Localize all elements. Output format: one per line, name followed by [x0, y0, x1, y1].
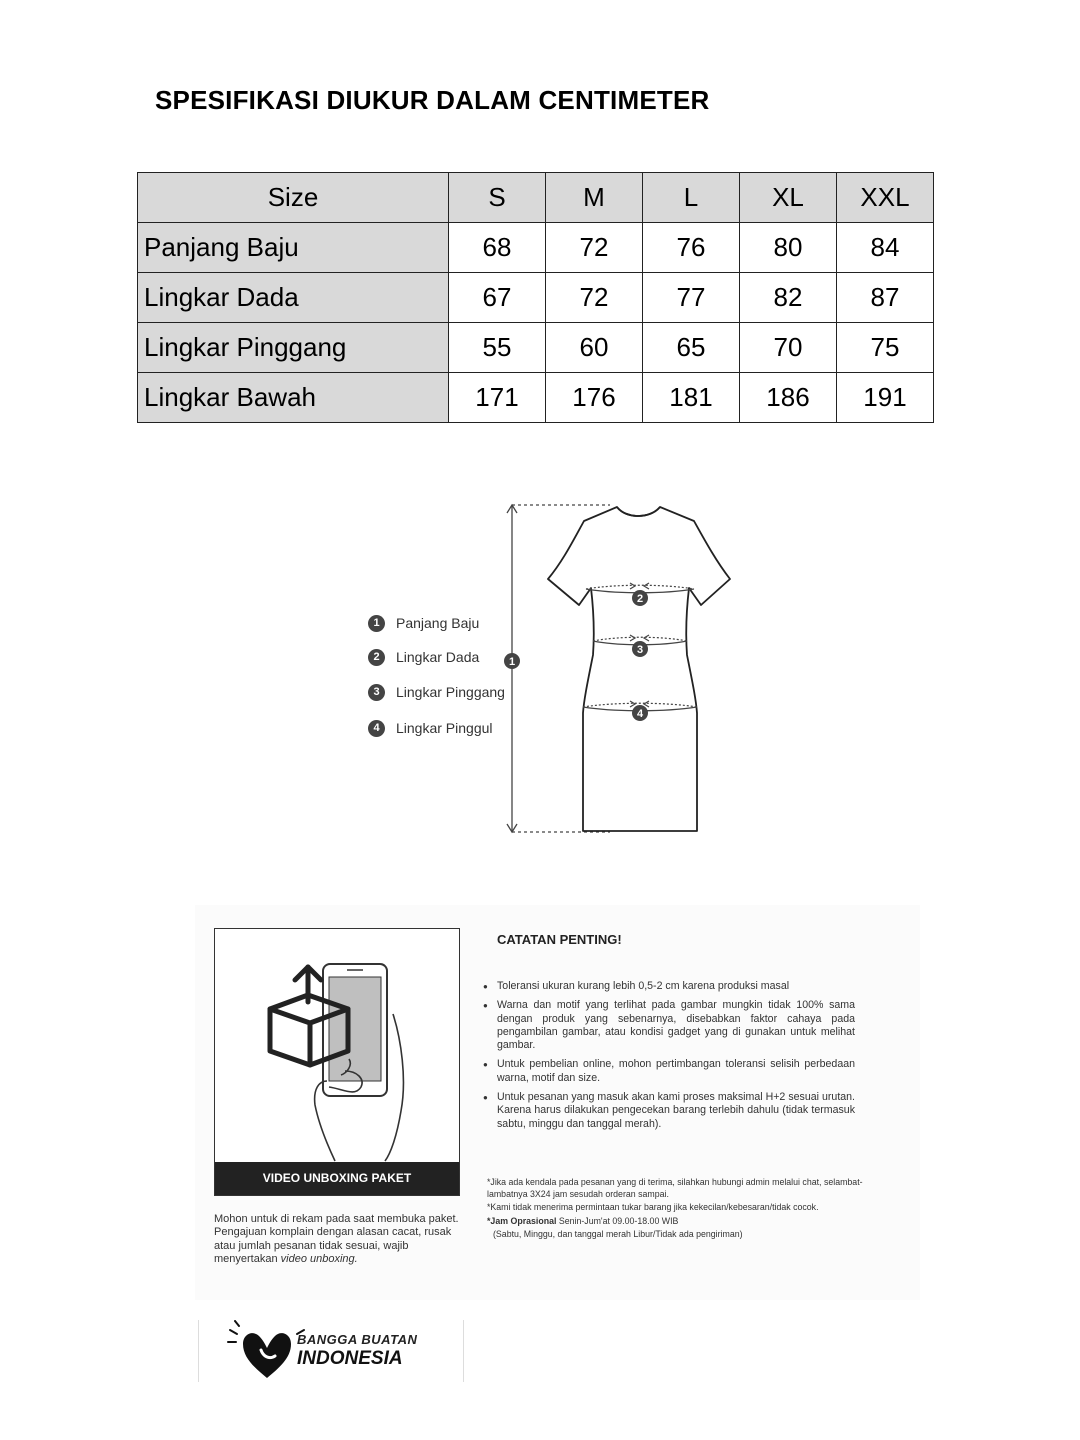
size-column-header: M	[546, 173, 643, 223]
legend-number: 4	[368, 720, 385, 737]
table-header-row	[138, 173, 934, 223]
page-title: SPESIFIKASI DIUKUR DALAM CENTIMETER	[155, 85, 710, 115]
table-cell: 176	[546, 373, 643, 423]
row-label: Panjang Baju	[138, 223, 449, 273]
table-cell: 82	[740, 273, 837, 323]
video-unboxing-box	[214, 928, 460, 1196]
list-item: ● Untuk pesanan yang masuk akan kami proses maksimal H+2 sesuai urutan. Karena harus dilakukan pengecekan barang terlebih dahulu (tidak termasuk sabtu, minggu dan tanggal merah).	[483, 1091, 855, 1131]
table-cell: 84	[837, 223, 934, 273]
table-cell: 191	[837, 373, 934, 423]
operating-hours-note: (Sabtu, Minggu, dan tanggal merah Libur/Tidak ada pengiriman)	[493, 1229, 743, 1240]
dress-diagram	[490, 495, 740, 840]
size-header-cell: Size	[138, 173, 449, 223]
marker-1	[504, 653, 520, 669]
table-cell: 68	[449, 223, 546, 273]
notes-title: CATATAN PENTING!	[497, 932, 622, 947]
marker-2	[632, 590, 648, 606]
legend-number: 2	[368, 649, 385, 666]
legend-label: Lingkar Dada	[396, 649, 480, 665]
size-table	[137, 172, 934, 423]
table-cell: 186	[740, 373, 837, 423]
svg-text:2: 2	[636, 593, 644, 605]
notes-list	[483, 980, 855, 1137]
table-cell: 171	[449, 373, 546, 423]
table-cell: 65	[643, 323, 740, 373]
dress-outline	[548, 507, 730, 831]
legend-label: Panjang Baju	[396, 615, 480, 631]
table-row	[138, 323, 934, 373]
table-row	[138, 273, 934, 323]
list-item: ● Untuk pembelian online, mohon pertimbangan toleransi selisih perbedaan warna, motif dan size.	[483, 1058, 855, 1085]
table-cell: 72	[546, 223, 643, 273]
table-cell: 67	[449, 273, 546, 323]
operating-hours: *Jam Oprasional Senin-Jum'at 09.00-18.00 WIB	[487, 1215, 679, 1226]
table-cell: 76	[643, 223, 740, 273]
logo-text-bottom: INDONESIA	[297, 1348, 403, 1369]
notes-footnotes	[487, 1177, 887, 1243]
legend-label: Lingkar Pinggul	[396, 720, 493, 736]
svg-text:4: 4	[636, 708, 644, 720]
list-item: ● Toleransi ukuran kurang lebih 0,5-2 cm karena produksi masal	[483, 980, 855, 993]
legend-label: Lingkar Pinggang	[396, 684, 505, 700]
table-cell: 80	[740, 223, 837, 273]
list-item: ● Warna dan motif yang terlihat pada gambar mungkin tidak 100% sama dengan produk yang sebenarnya, disebabkan faktor cahaya pada pengambilan gambar, atau kondisi gadget yang di gunakan untuk melihat gambar.	[483, 999, 855, 1052]
row-label: Lingkar Pinggang	[138, 323, 449, 373]
table-cell: 77	[643, 273, 740, 323]
table-cell: 72	[546, 273, 643, 323]
size-column-header: S	[449, 173, 546, 223]
size-column-header: L	[643, 173, 740, 223]
marker-3	[632, 641, 648, 657]
table-cell: 75	[837, 323, 934, 373]
svg-text:1: 1	[508, 656, 516, 668]
bangga-buatan-indonesia-logo	[198, 1320, 464, 1382]
size-column-header: XXL	[837, 173, 934, 223]
size-column-header: XL	[740, 173, 837, 223]
table-row	[138, 223, 934, 273]
row-label: Lingkar Bawah	[138, 373, 449, 423]
unboxing-illustration	[215, 929, 459, 1162]
video-unboxing-description: Mohon untuk di rekam pada saat membuka paket. Pengajuan komplain dengan alasan cacat, rusak atau jumlah pesanan tidak sesuai, wajib menyertakan video unboxing.	[214, 1213, 459, 1266]
table-cell: 55	[449, 323, 546, 373]
row-label: Lingkar Dada	[138, 273, 449, 323]
video-unboxing-banner: VIDEO UNBOXING PAKET	[215, 1162, 459, 1195]
heart-logo-icon	[227, 1320, 307, 1382]
table-row	[138, 373, 934, 423]
phone-icon	[323, 964, 387, 1096]
legend-number: 1	[368, 615, 385, 632]
logo-text-top: BANGGA BUATAN	[297, 1332, 418, 1347]
svg-text:3: 3	[636, 644, 644, 656]
table-cell: 181	[643, 373, 740, 423]
marker-4	[632, 705, 648, 721]
table-cell: 60	[546, 323, 643, 373]
footnote: *Kami tidak menerima permintaan tukar barang jika kekecilan/kebesaran/tidak cocok.	[487, 1202, 819, 1213]
legend-number: 3	[368, 684, 385, 701]
footnote: *Jika ada kendala pada pesanan yang di terima, silahkan hubungi admin melalui chat, selambat-lambatnya 3X24 jam sesudah orderan sampai.	[487, 1177, 863, 1199]
table-cell: 70	[740, 323, 837, 373]
table-cell: 87	[837, 273, 934, 323]
